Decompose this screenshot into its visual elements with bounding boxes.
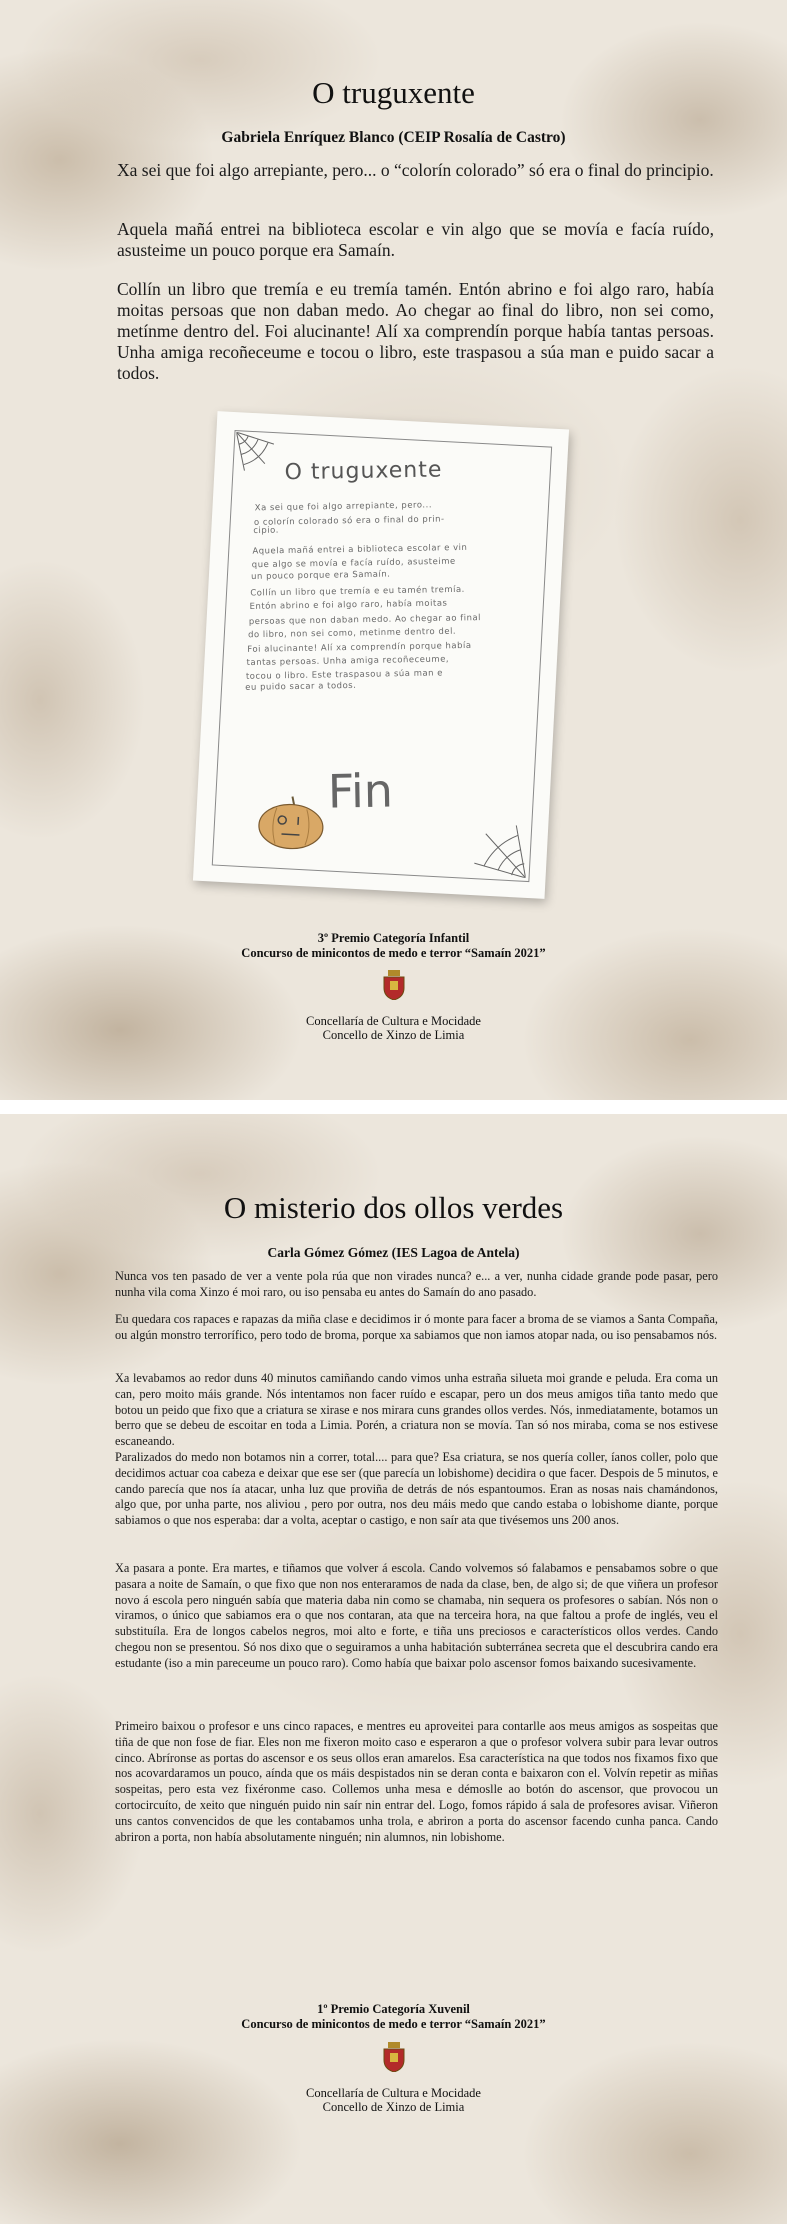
drawing-line: tocou o libro. Este traspasou a súa man e — [245, 668, 444, 682]
story-paragraph: Primeiro baixou o profesor e uns cinco rapaces, e mentres eu aproveitei para contarlle aos meus amigos as sospeitas que tiña de que non fose de fiar. Eles non me fixeron moito caso e esperaron a que o profesor volvera subir para levar outros cinco. Abríronse as portas do ascensor e os seus ollos eran amarelos. Esa característica na que todos nos fixamos fixo que nos acovardaramos un pouco, aínda que os máis despistados nin se deran conta e baixaron con el. Volvín repetir as miñas sospeitas, pero esta vez fixéronme caso. Collemos unha mesa e démoslle ao botón do ascensor, que provocou un cortocircuíto, de xeito que ninguén puido nin saír nin entrar del. Logo, fomos rápido á sala de profesores avisar. Viñeron uns cantos convencidos de que les contabamos unha trola, e abriron a porta do ascensor facendo cunha panca. Cando abriron a porta, non había absolutamente ninguén; nin alumnos, nin lobishome. — [115, 1719, 718, 1844]
council-label: Concello de Xinzo de Limia — [322, 1028, 465, 1042]
story-title: O misterio dos ollos verdes — [223, 1190, 564, 1225]
prize-label: 1º Premio Categoría Xuvenil — [317, 2002, 470, 2016]
drawing-line: Aquela mañá entrei a biblioteca escolar e vin — [252, 542, 468, 557]
drawing-line: Xa sei que foi algo arrepiante, pero... — [254, 500, 433, 514]
drawing-line: persoas que non daban medo. Ao chegar ao final — [248, 613, 482, 628]
drawing-line: eu puido sacar a todos. — [245, 680, 357, 693]
story-page-1 — [0, 0, 787, 1100]
story-paragraph: Xa sei que foi algo arrepiante, pero... o “colorín colorado” só era o final do principio. — [117, 160, 714, 180]
drawing-line: do libro, non sei como, metinme dentro del. — [248, 626, 457, 641]
story-author: Carla Gómez Gómez (IES Lagoa de Antela) — [267, 1245, 520, 1260]
pumpkin-icon — [255, 789, 328, 853]
page-gap — [0, 1100, 787, 1114]
department-label: Concellaría de Cultura e Mocidade — [306, 1014, 481, 1028]
coat-of-arms-icon — [381, 2042, 407, 2072]
story-paragraph: Aquela mañá entrei na biblioteca escolar e vin algo que se movía e facía ruído, asusteime un pouco porque era Samaín. — [117, 219, 714, 260]
story-paragraph: Xa levabamos ao redor duns 40 minutos camiñando cando vimos unha estraña silueta moi grande e peluda. Era coma un can, pero moito máis grande. Nós intentamos non facer ruído e escapar, pero un dos meus amigos tiña tanto medo que botou un peido que fixo que a criatura se xirase e nos mirara cuns grandes ollos verdes. Nós, inmediatamente, botamos un berro que se debeu de escoitar en toda a Limia. Porén, a criatura non se movía. Tan só nos miraba, coma se nos estivese escaneando. — [115, 1371, 718, 1449]
coat-of-arms-icon — [381, 970, 407, 1000]
story-paragraph: Xa pasara a ponte. Era martes, e tiñamos que volver á escola. Cando volvemos só falabamos e pensabamos sobre o que pasara a noite de Samaín, o que fixo que non nos enteraramos de nada da clase, ben, de algo si; de que viñera un profesor novo á escola pero ninguén sabía que materia daba nin como se chamaba, nin sequera os profesores o sabían. Nós non o viramos, o único que sabiamos era o que nos contaran, ata que na terceira hora, na que faltou a profe de inglés, veu el substituíla. Era de longos cabelos negros, moi alto e forte, e tiña uns preciosos e característicos ollos verdes. Cando chegou non se presentou. Só nos dixo que o seguiramos a unha habitación subterránea secreta que el descubrira cando era estudante (iso a min pareceume un pouco raro). Como había que baixar polo ascensor fomos baixando sucesivamente. — [115, 1561, 718, 1670]
story-title: O truguxente — [312, 75, 475, 110]
prize-block — [0, 2002, 787, 2032]
story-author: Gabriela Enríquez Blanco (CEIP Rosalía de Castro) — [221, 129, 566, 146]
story-paragraph: Eu quedara cos rapaces e rapazas da miña clase e decidimos ir ó monte para facer a broma de se viamos a Santa Compaña, ou algún monstro terrorífico, pero todo de broma, porque xa sabiamos que non iamos atopar nada, ou iso pensabamos nós. — [115, 1312, 718, 1342]
story-page-2 — [0, 1114, 787, 2224]
council-label: Concello de Xinzo de Limia — [322, 2100, 465, 2114]
drawing-fin: Fin — [327, 763, 394, 819]
contest-label: Concurso de minicontos de medo e terror “Samaín 2021” — [241, 2017, 546, 2031]
drawing-line: cipio. — [253, 525, 279, 537]
drawing-line: Entón abrino e foi algo raro, había moitas — [249, 598, 448, 612]
drawing-line: o colorín colorado só era o final do prin- — [253, 514, 445, 528]
story-paragraph: Paralizados do medo non botamos nin a correr, total.... para que? Esa criatura, se nos quería coller, íanos coller, polo que decidimos actuar coa cabeza e deixar que ese ser (que parecía un lobishome) decidira o que facer. Despois de 5 minutos, e cando parecía que nos ía atacar, unha luz que proviña de detrás de nós espantoumos. Eran as nosas nais chamándonos, algo que, por unha parte, nos aliviou , pero por outra, nos deu máis medo que cando estaba o lobishome diante, porque sabiamos o que nos esperaba: dar a volta, aceptar o castigo, e non saír ata que tivésemos uns 200 anos. — [115, 1450, 718, 1528]
drawing-line: que algo se movía e facía ruído, asusteime — [251, 556, 456, 571]
prize-block — [0, 931, 787, 961]
drawing-line: un pouco porque era Samaín. — [250, 569, 391, 582]
contest-label: Concurso de minicontos de medo e terror “Samaín 2021” — [241, 946, 546, 960]
council-block — [0, 2086, 787, 2114]
handwritten-drawing — [193, 411, 569, 899]
drawing-title: O truguxente — [284, 457, 443, 486]
drawing-line: tantas persoas. Unha amiga recoñeceume, — [246, 654, 450, 669]
spider-web-icon — [474, 823, 529, 878]
drawing-line: Collín un libro que tremía e eu tamén tremía. — [250, 584, 465, 599]
story-paragraph: Nunca vos ten pasado de ver a vente pola rúa que non virades nunca? e... a ver, nunha cidade grande pode pasar, pero nunha vila coma Xinzo é moi raro, ou iso pensaba eu antes do Samaín do ano pasado. — [115, 1269, 718, 1299]
council-block — [0, 1014, 787, 1042]
story-paragraph: Collín un libro que tremía e eu tremía tamén. Entón abrino e foi algo raro, había moitas persoas que non daban medo. Ao chegar ao final do libro, non sei como, metínme dentro del. Foi alucinante! Alí xa comprendín porque había tantas persoas. Unha amiga recoñeceume e tocou o libro, este traspasou a súa man e puido sacar a todos. — [117, 279, 714, 383]
spider-web-icon — [234, 432, 276, 474]
prize-label: 3º Premio Categoría Infantil — [317, 931, 470, 945]
drawing-line: Foi alucinante! Alí xa comprendín porque había — [247, 640, 472, 655]
department-label: Concellaría de Cultura e Mocidade — [306, 2086, 481, 2100]
